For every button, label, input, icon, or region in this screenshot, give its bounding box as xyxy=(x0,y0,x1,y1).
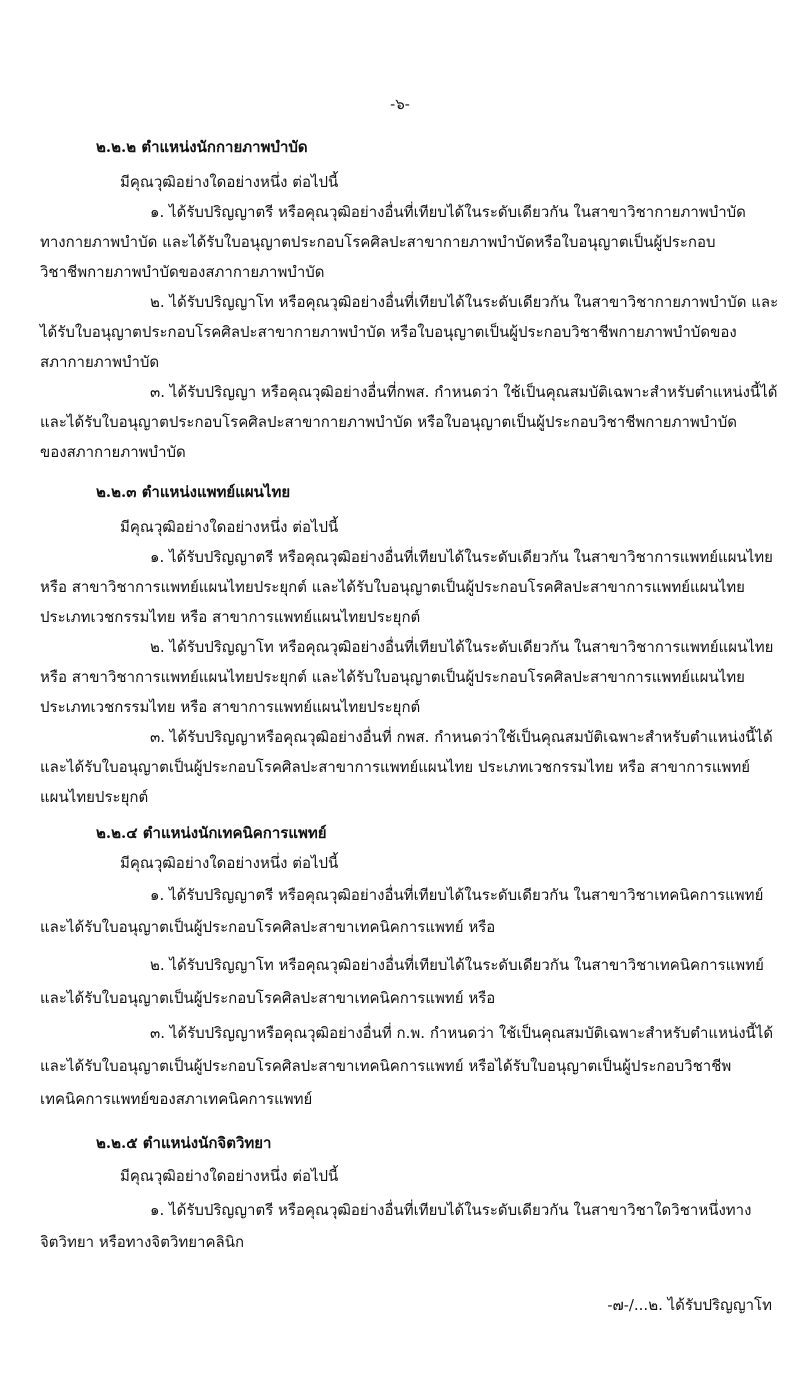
paragraph-line: เทคนิคการแพทย์ของสภาเทคนิคการแพทย์ xyxy=(40,1090,313,1108)
paragraph-line: ๒. ได้รับปริญญาโท หรือคุณวุฒิอย่างอื่นที่เทียบได้ในระดับเดียวกัน ในสาขาวิชาเทคนิคการแพทย์ xyxy=(150,956,764,974)
paragraph-line: ประเภทเวชกรรมไทย หรือ สาขาการแพทย์แผนไทยประยุกต์ xyxy=(40,698,421,716)
paragraph-line: และได้รับใบอนุญาตประกอบโรคศิลปะสาขากายภาพบำบัด หรือใบอนุญาตเป็นผู้ประกอบวิชาชีพกายภาพบำบัด xyxy=(40,413,737,431)
paragraph-line: ๓. ได้รับปริญญาหรือคุณวุฒิอย่างอื่นที่ กพส. กำหนดว่าใช้เป็นคุณสมบัติเฉพาะสำหรับตำแหน่งนี้ได้ xyxy=(150,728,773,746)
paragraph-line: หรือ สาขาวิชาการแพทย์แผนไทยประยุกต์ และได้รับใบอนุญาตเป็นผู้ประกอบโรคศิลปะสาขาการแพทย์แผนไทย xyxy=(40,668,745,686)
paragraph-line: ประเภทเวชกรรมไทย หรือ สาขาการแพทย์แผนไทยประยุกต์ xyxy=(40,608,421,626)
section-heading-psychologist: ๒.๒.๕ ตำแหน่งนักจิตวิทยา xyxy=(96,1134,272,1152)
paragraph-line: ทางกายภาพบำบัด และได้รับใบอนุญาตประกอบโรคศิลปะสาขากายภาพบำบัดหรือใบอนุญาตเป็นผู้ประกอบ xyxy=(40,233,716,251)
paragraph-line: ๓. ได้รับปริญญา หรือคุณวุฒิอย่างอื่นที่กพส. กำหนดว่า ใช้เป็นคุณสมบัติเฉพาะสำหรับตำแหน่งนี้ได้ xyxy=(150,383,778,401)
paragraph-line: วิชาชีพกายภาพบำบัดของสภากายภาพบำบัด xyxy=(40,263,325,281)
paragraph-line: ๒. ได้รับปริญญาโท หรือคุณวุฒิอย่างอื่นที่เทียบได้ในระดับเดียวกัน ในสาขาวิชาการแพทย์แผนไทย xyxy=(150,638,774,656)
paragraph-line: ๑. ได้รับปริญญาตรี หรือคุณวุฒิอย่างอื่นที่เทียบได้ในระดับเดียวกัน ในสาขาวิชาเทคนิคการแพทย์ xyxy=(150,886,764,904)
paragraph-line: และได้รับใบอนุญาตเป็นผู้ประกอบโรคศิลปะสาขาเทคนิคการแพทย์ หรือได้รับใบอนุญาตเป็นผู้ประกอบวิชาชีพ xyxy=(40,1057,732,1075)
paragraph-line: และได้รับใบอนุญาตเป็นผู้ประกอบโรคศิลปะสาขาเทคนิคการแพทย์ หรือ xyxy=(40,989,496,1007)
paragraph-line: ๑. ได้รับปริญญาตรี หรือคุณวุฒิอย่างอื่นที่เทียบได้ในระดับเดียวกัน ในสาขาวิชาการแพทย์แผนไทย xyxy=(150,548,773,566)
paragraph-line: หรือ สาขาวิชาการแพทย์แผนไทยประยุกต์ และได้รับใบอนุญาตเป็นผู้ประกอบโรคศิลปะสาขาการแพทย์แผนไทย xyxy=(40,578,745,596)
paragraph-line: ๑. ได้รับปริญญาตรี หรือคุณวุฒิอย่างอื่นที่เทียบได้ในระดับเดียวกัน ในสาขาวิชากายภาพบำบัด xyxy=(150,203,746,221)
section-intro: มีคุณวุฒิอย่างใดอย่างหนึ่ง ต่อไปนี้ xyxy=(120,854,339,872)
paragraph-line: และได้รับใบอนุญาตเป็นผู้ประกอบโรคศิลปะสาขาเทคนิคการแพทย์ หรือ xyxy=(40,918,496,936)
paragraph-line: ๒. ได้รับปริญญาโท หรือคุณวุฒิอย่างอื่นที่เทียบได้ในระดับเดียวกัน ในสาขาวิชากายภาพบำบัด และ xyxy=(150,293,779,311)
section-heading-thai-traditional-doctor: ๒.๒.๓ ตำแหน่งแพทย์แผนไทย xyxy=(96,483,291,501)
paragraph-line: ได้รับใบอนุญาตประกอบโรคศิลปะสาขากายภาพบำบัด หรือใบอนุญาตเป็นผู้ประกอบวิชาชีพกายภาพบำบัดของ xyxy=(40,323,737,341)
page-number: -๖- xyxy=(390,95,410,113)
paragraph-line: สภากายภาพบำบัด xyxy=(40,353,160,371)
section-heading-medical-technologist: ๒.๒.๔ ตำแหน่งนักเทคนิคการแพทย์ xyxy=(96,824,327,842)
section-heading-physiotherapist: ๒.๒.๒ ตำแหน่งนักกายภาพบำบัด xyxy=(96,138,308,156)
paragraph-line: ๓. ได้รับปริญญาหรือคุณวุฒิอย่างอื่นที่ ก.พ. กำหนดว่า ใช้เป็นคุณสมบัติเฉพาะสำหรับตำแหน่งนี้ได้ xyxy=(150,1024,774,1042)
paragraph-line: และได้รับใบอนุญาตเป็นผู้ประกอบโรคศิลปะสาขาการแพทย์แผนไทย ประเภทเวชกรรมไทย หรือ สาขาการแพทย์ xyxy=(40,758,751,776)
paragraph-line: แผนไทยประยุกต์ xyxy=(40,788,149,806)
section-intro: มีคุณวุฒิอย่างใดอย่างหนึ่ง ต่อไปนี้ xyxy=(120,173,339,191)
paragraph-line: ๑. ได้รับปริญญาตรี หรือคุณวุฒิอย่างอื่นที่เทียบได้ในระดับเดียวกัน ในสาขาวิชาใดวิชาหนึ่งทาง xyxy=(150,1201,752,1219)
paragraph-line: ของสภากายภาพบำบัด xyxy=(40,443,186,461)
section-intro: มีคุณวุฒิอย่างใดอย่างหนึ่ง ต่อไปนี้ xyxy=(120,1167,339,1185)
continuation-footer: -๗-/...๒. ได้รับปริญญาโท xyxy=(607,1296,772,1314)
section-intro: มีคุณวุฒิอย่างใดอย่างหนึ่ง ต่อไปนี้ xyxy=(120,518,339,536)
paragraph-line: จิตวิทยา หรือทางจิตวิทยาคลินิก xyxy=(40,1233,245,1251)
